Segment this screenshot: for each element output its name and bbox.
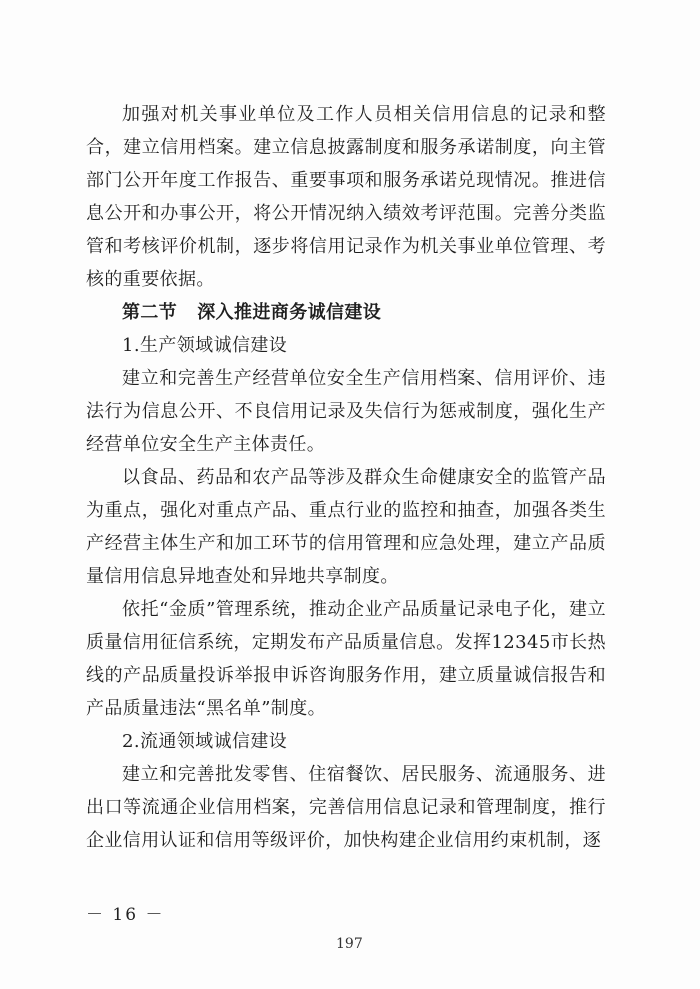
subsection-title-circulation: 2.流通领域诚信建设 [122,731,288,752]
section-number: 第二节 [122,302,178,323]
paragraph-quality-system: 依托“金质”管理系统，推动企业产品质量记录电子化，建立质量信用征信系统，定期发布产品质量信息。发挥12345市长热线的产品质量投诉举报申诉咨询服务作用，建立质量诚信报告和产品质量违法“黑名单”制度。 [86,599,606,719]
paragraph-product-quality: 以食品、药品和农产品等涉及群众生命健康安全的监管产品为重点，强化对重点产品、重点行业的监控和抽查，加强各类生产经营主体生产和加工环节的信用管理和应急处理，建立产品质量信用信息异地查处和异地共享制度。 [86,467,606,587]
scan-page-number: 197 [336,936,363,952]
subsection-title-production: 1.生产领域诚信建设 [122,335,288,356]
page-number: － 16 － [86,905,165,925]
paragraph-production-safety: 建立和完善生产经营单位安全生产信用档案、信用评价、违法行为信息公开、不良信用记录及失信行为惩戒制度，强化生产经营单位安全生产主体责任。 [86,368,606,455]
section-title: 深入推进商务诚信建设 [197,302,382,323]
document-body [86,98,606,857]
section-heading [86,296,606,329]
paragraph-circulation-credit: 建立和完善批发零售、住宿餐饮、居民服务、流通服务、进出口等流通企业信用档案，完善信用信息记录和管理制度，推行企业信用认证和信用等级评价，加快构建企业信用约束机制，逐 [86,764,606,851]
paragraph-credit-records: 加强对机关事业单位及工作人员相关信用信息的记录和整合，建立信用档案。建立信息披露制度和服务承诺制度，向主管部门公开年度工作报告、重要事项和服务承诺兑现情况。推进信息公开和办事公开，将公开情况纳入绩效考评范围。完善分类监管和考核评价机制，逐步将信用记录作为机关事业单位管理、考核的重要依据。 [86,104,606,290]
